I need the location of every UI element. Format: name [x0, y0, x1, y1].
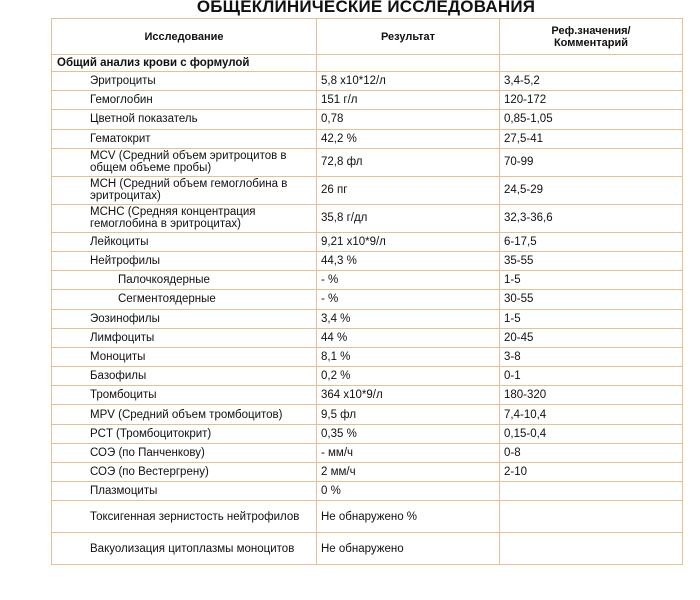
row-reference: 30-55 [500, 290, 683, 309]
row-name: Вакуолизация цитоплазмы моноцитов [52, 533, 317, 565]
row-name: СОЭ (по Вестергрену) [52, 463, 317, 482]
row-result: - % [317, 290, 500, 309]
row-result: Не обнаружено % [317, 501, 500, 533]
row-reference: 3,4-5,2 [500, 72, 683, 91]
row-reference: 0,15-0,4 [500, 424, 683, 443]
table-row [52, 204, 683, 232]
row-reference: 70-99 [500, 148, 683, 176]
row-name: Моноциты [52, 347, 317, 366]
row-result: 9,5 фл [317, 405, 500, 424]
row-result: 151 г/л [317, 91, 500, 110]
row-name: Тромбоциты [52, 386, 317, 405]
row-name: Гемоглобин [52, 91, 317, 110]
table-row [52, 443, 683, 462]
row-reference: 180-320 [500, 386, 683, 405]
row-reference: 24,5-29 [500, 176, 683, 204]
table-row [52, 309, 683, 328]
row-result: 0,35 % [317, 424, 500, 443]
row-result: 44 % [317, 328, 500, 347]
row-name: СОЭ (по Панченкову) [52, 443, 317, 462]
row-reference: 2-10 [500, 463, 683, 482]
header-result: Результат [317, 19, 500, 55]
row-reference: 0,85-1,05 [500, 110, 683, 129]
table-row [52, 251, 683, 270]
table-row [52, 91, 683, 110]
table-row [52, 424, 683, 443]
row-name: Эритроциты [52, 72, 317, 91]
section-empty-cell [317, 55, 500, 72]
table-row [52, 386, 683, 405]
row-result: - % [317, 271, 500, 290]
row-name: MCHC (Средняя концентрация гемоглобина в эритроцитах) [52, 204, 317, 232]
table-row [52, 72, 683, 91]
row-result: 42,2 % [317, 129, 500, 148]
page-title: ОБЩЕКЛИНИЧЕСКИЕ ИССЛЕДОВАНИЯ [196, 0, 536, 16]
row-reference: 20-45 [500, 328, 683, 347]
header-reference-line1: Реф.значения/ [551, 24, 631, 37]
row-result: 35,8 г/дл [317, 204, 500, 232]
row-reference: 120-172 [500, 91, 683, 110]
table-row [52, 405, 683, 424]
row-result: 26 пг [317, 176, 500, 204]
table-row [52, 328, 683, 347]
row-reference: 32,3-36,6 [500, 204, 683, 232]
row-name: MCH (Средний объем гемоглобина в эритроцитах) [52, 176, 317, 204]
row-name: Лимфоциты [52, 328, 317, 347]
table-row [52, 290, 683, 309]
row-result: - мм/ч [317, 443, 500, 462]
table-row [52, 176, 683, 204]
row-name: Эозинофилы [52, 309, 317, 328]
row-reference [500, 533, 683, 565]
table-row [52, 347, 683, 366]
header-reference-line2: Комментарий [553, 36, 629, 49]
row-reference: 35-55 [500, 251, 683, 270]
row-result: 3,4 % [317, 309, 500, 328]
table-row [52, 482, 683, 501]
row-reference [500, 482, 683, 501]
row-name: MPV (Средний объем тромбоцитов) [52, 405, 317, 424]
row-name: Лейкоциты [52, 232, 317, 251]
table-header-row [52, 19, 683, 55]
row-name: MCV (Средний объем эритроцитов в общем объеме пробы) [52, 148, 317, 176]
table-row [52, 148, 683, 176]
row-reference: 3-8 [500, 347, 683, 366]
row-result: Не обнаружено [317, 533, 500, 565]
row-reference: 1-5 [500, 271, 683, 290]
row-name: Гематокрит [52, 129, 317, 148]
row-name: PCT (Тромбоцитокрит) [52, 424, 317, 443]
table-row [52, 367, 683, 386]
row-reference [500, 501, 683, 533]
row-name: Нейтрофилы [52, 251, 317, 270]
table-row [52, 232, 683, 251]
row-result: 0,2 % [317, 367, 500, 386]
table-row [52, 271, 683, 290]
row-name: Цветной показатель [52, 110, 317, 129]
row-reference: 7,4-10,4 [500, 405, 683, 424]
row-result: 72,8 фл [317, 148, 500, 176]
table-row [52, 129, 683, 148]
row-reference: 0-1 [500, 367, 683, 386]
row-result: 9,21 x10*9/л [317, 232, 500, 251]
row-name: Плазмоциты [52, 482, 317, 501]
section-row [52, 55, 683, 72]
row-result: 364 x10*9/л [317, 386, 500, 405]
row-result: 0 % [317, 482, 500, 501]
header-study: Исследование [52, 19, 317, 55]
row-name: Базофилы [52, 367, 317, 386]
table-row [52, 533, 683, 565]
row-result: 8,1 % [317, 347, 500, 366]
row-result: 0,78 [317, 110, 500, 129]
header-reference [500, 19, 683, 55]
row-result: 2 мм/ч [317, 463, 500, 482]
section-title: Общий анализ крови с формулой [52, 55, 317, 72]
row-name: Сегментоядерные [52, 290, 317, 309]
table-row [52, 463, 683, 482]
section-empty-cell [500, 55, 683, 72]
row-result: 44,3 % [317, 251, 500, 270]
row-name: Токсигенная зернистость нейтрофилов [52, 501, 317, 533]
row-reference: 27,5-41 [500, 129, 683, 148]
row-reference: 6-17,5 [500, 232, 683, 251]
row-reference: 1-5 [500, 309, 683, 328]
row-result: 5,8 x10*12/л [317, 72, 500, 91]
results-table [51, 18, 683, 565]
row-reference: 0-8 [500, 443, 683, 462]
table-row [52, 110, 683, 129]
table-row [52, 501, 683, 533]
row-name: Палочкоядерные [52, 271, 317, 290]
